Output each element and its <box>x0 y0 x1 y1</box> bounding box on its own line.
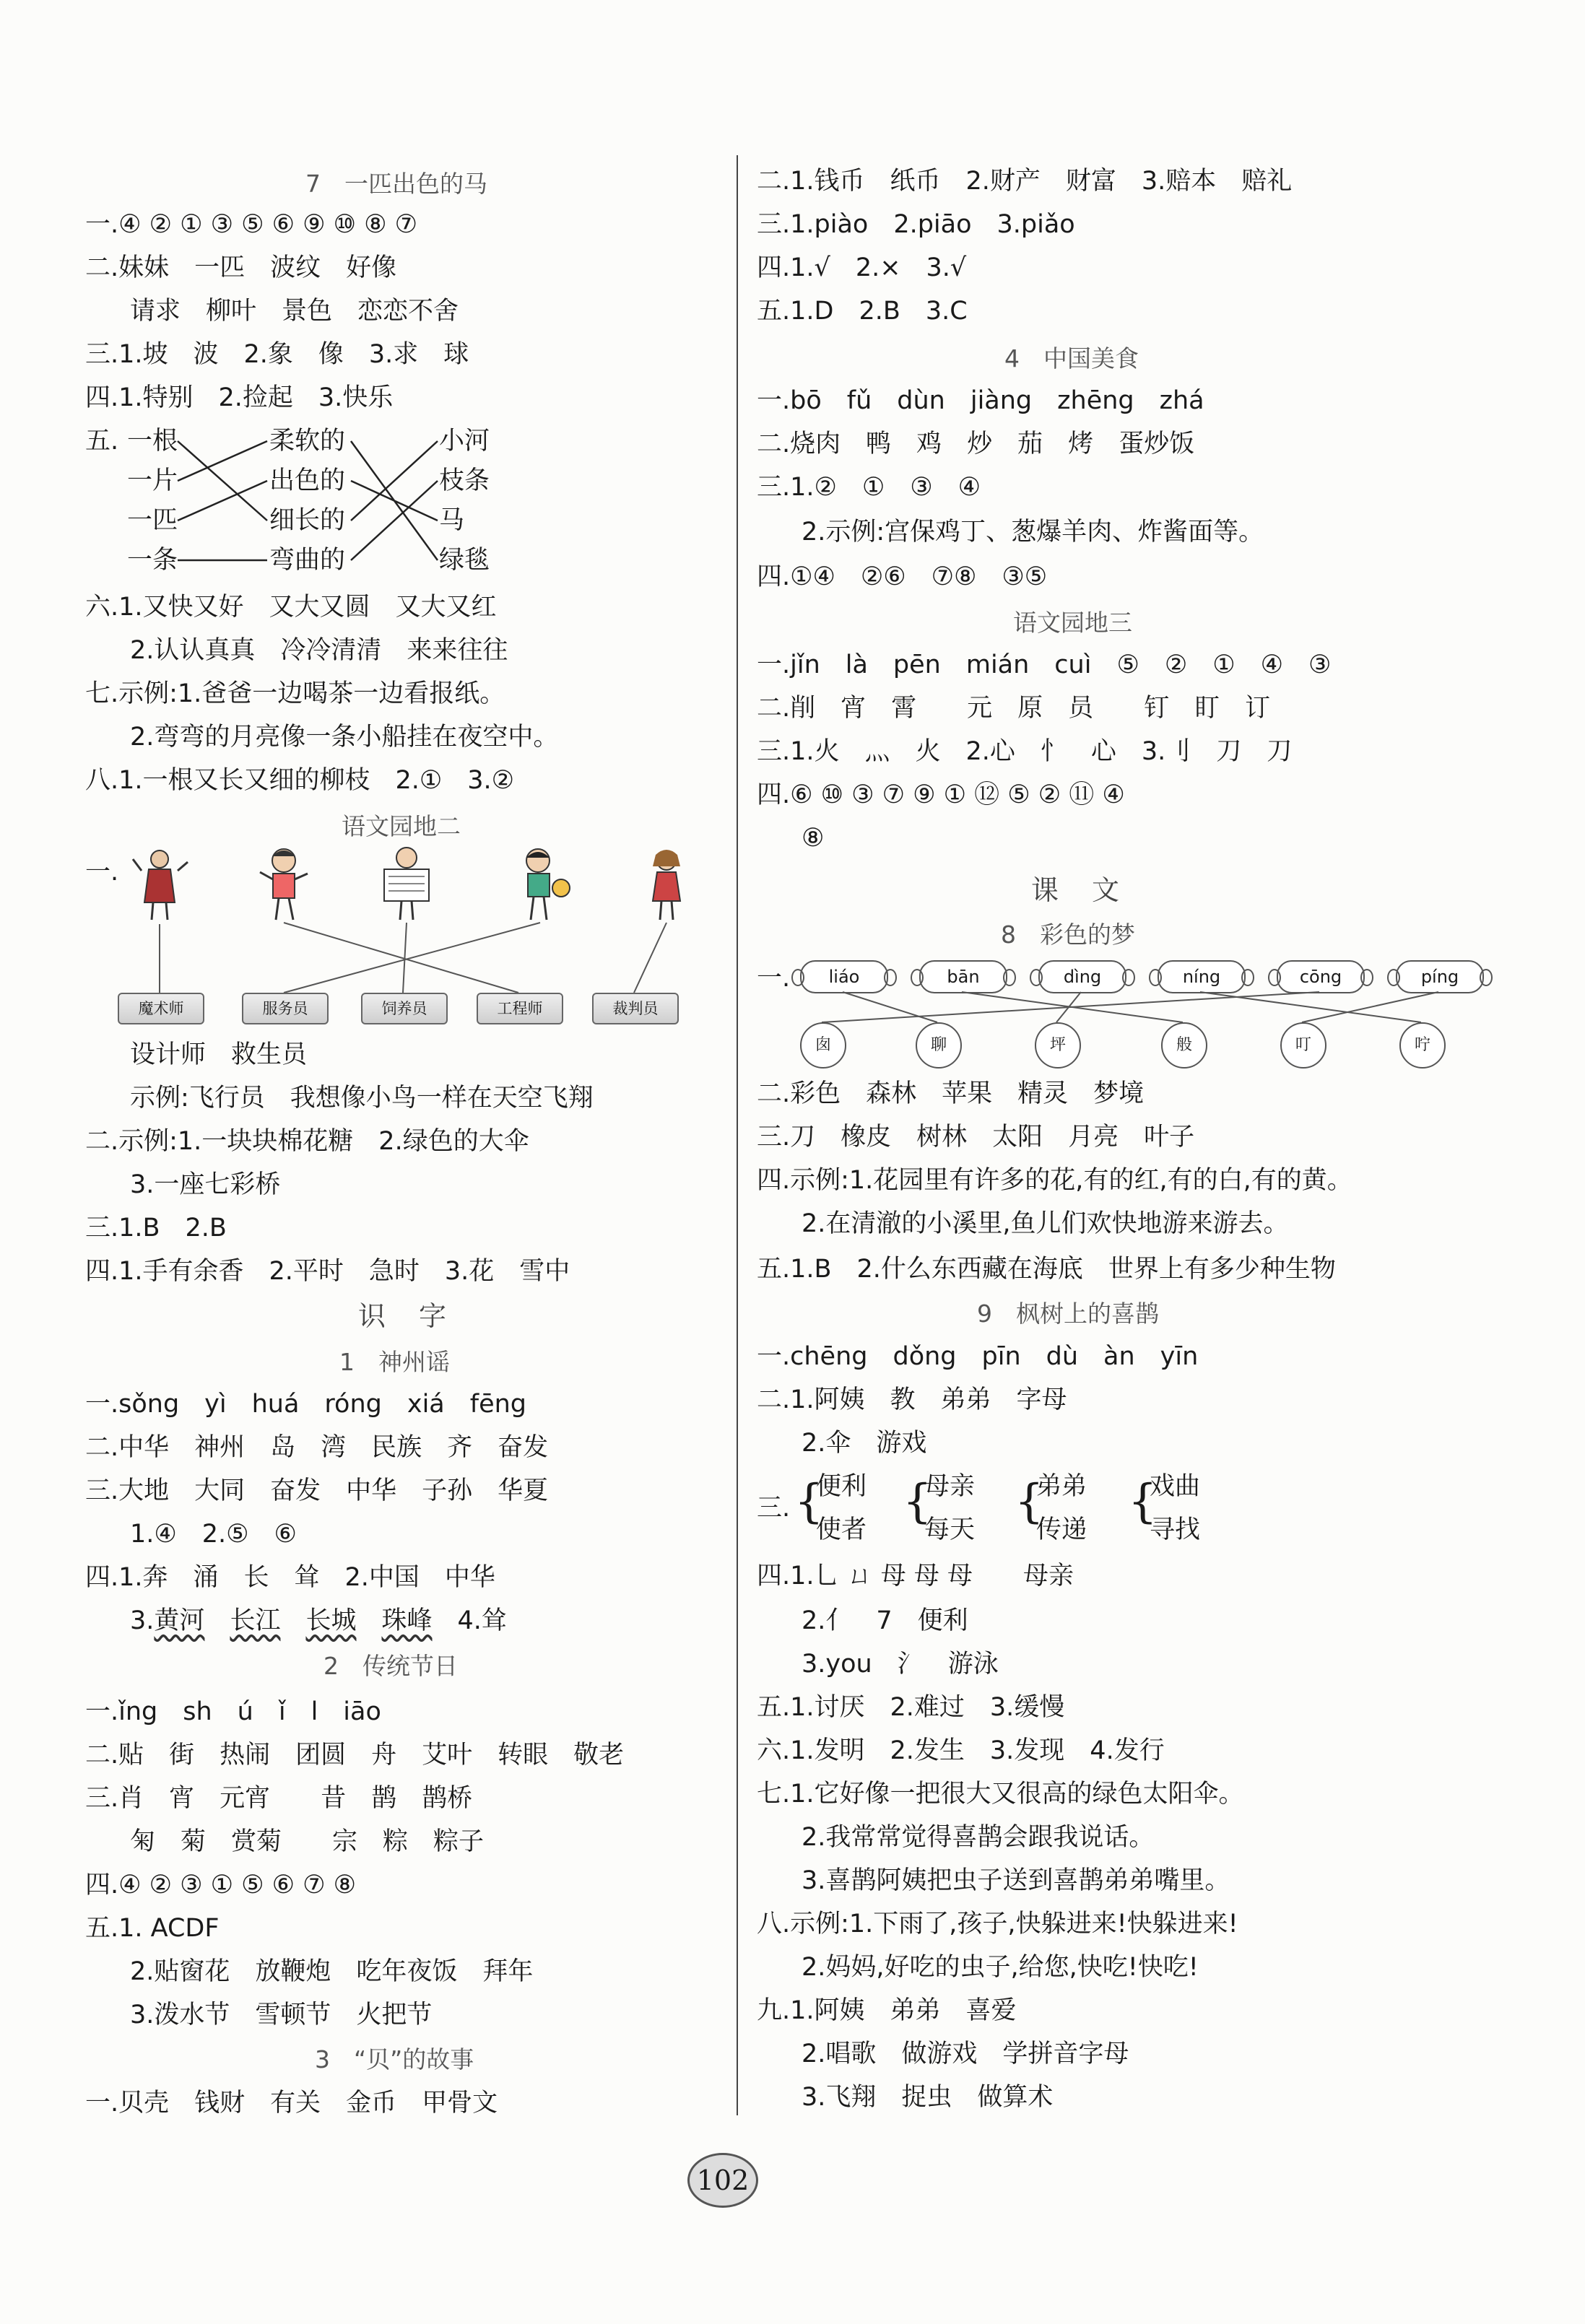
pinyin-cloud: dìng <box>1038 960 1126 993</box>
answer-line: 3.you 氵 游泳 <box>802 1650 999 1679</box>
answer-line: 八.1.一根又长又细的柳枝 2.① 3.② <box>85 766 515 795</box>
answer-line: 一.chēng dǒng pīn dù àn yīn <box>757 1342 1199 1371</box>
section-title-1: 1 神州谣 <box>339 1348 450 1376</box>
character-flower: 囱 <box>800 1022 846 1069</box>
brace-icon: { <box>1015 1475 1044 1528</box>
answer-line: 请求 柳叶 景色 恋恋不舍 <box>130 297 459 326</box>
answer-line: 2.弯弯的月亮像一条小船挂在夜空中。 <box>130 723 559 752</box>
wavy-prefix: 3. <box>130 1606 155 1635</box>
picture-matching <box>114 845 721 1025</box>
character-flower: 咛 <box>1399 1022 1446 1069</box>
section-title-7: 7 一匹出色的马 <box>305 170 487 198</box>
answer-line: 二.妹妹 一匹 波纹 好像 <box>85 253 397 282</box>
wavy-word: 珠峰 <box>381 1606 433 1635</box>
answer-line: 二.1.钱币 纸币 2.财产 财富 3.赔本 赔礼 <box>757 167 1293 196</box>
answer-line: 四.1.手有余香 2.平时 急时 3.花 雪中 <box>85 1257 570 1286</box>
job-card: 魔术师 <box>118 993 204 1024</box>
answer-line: 2.伞 游戏 <box>802 1429 927 1458</box>
answer-line: 三.大地 大同 奋发 中华 子孙 华夏 <box>85 1476 549 1505</box>
answer-line: ⑧ <box>802 824 825 853</box>
answer-line: 三.1.B 2.B <box>85 1214 227 1242</box>
answer-line: 七.1.它好像一把很大又很高的绿色太阳伞。 <box>757 1780 1244 1809</box>
answer-line: 三.1.坡 波 2.象 像 3.求 球 <box>85 340 469 369</box>
answer-line: 四.①④ ②⑥ ⑦⑧ ③⑤ <box>757 562 1048 591</box>
job-card: 饲养员 <box>361 993 448 1024</box>
answer-line: 二.中华 神州 岛 湾 民族 齐 奋发 <box>85 1433 549 1462</box>
answer-line: 2.贴窗花 放鞭炮 吃年夜饭 拜年 <box>130 1957 534 1986</box>
answer-line: 2.亻 7 便利 <box>802 1606 968 1635</box>
answer-line: 四.④ ② ③ ① ⑤ ⑥ ⑦ ⑧ <box>85 1871 357 1899</box>
section-title-4: 4 中国美食 <box>1004 344 1139 373</box>
brace-item: 寻找 <box>1150 1515 1201 1544</box>
brace-icon: { <box>903 1475 932 1528</box>
character-flower: 坪 <box>1035 1022 1081 1069</box>
pinyin-match-lines <box>800 960 1493 1069</box>
unit-title-kewen: 课 文 <box>1031 874 1123 906</box>
match-connector-lines <box>85 425 591 583</box>
character-flower: 般 <box>1161 1022 1207 1069</box>
answer-line: 四.1.奔 涌 长 耸 2.中国 中华 <box>85 1563 495 1592</box>
section-title-2: 2 传统节日 <box>323 1652 458 1680</box>
character-flower: 聊 <box>916 1022 962 1069</box>
answer-line: 一.贝壳 钱财 有关 金币 甲骨文 <box>85 2089 498 2118</box>
answer-line-wavy <box>130 1604 507 1637</box>
answer-line: 三.1.火 灬 火 2.心 忄 心 3.刂 刀 刀 <box>757 737 1293 766</box>
brace-item: 使者 <box>816 1515 867 1544</box>
match-right-item: 马 <box>439 506 465 535</box>
match-left-item: 一根 <box>127 427 178 456</box>
wavy-word: 长江 <box>230 1606 281 1635</box>
answer-label: 一. <box>757 964 791 993</box>
match-label: 五. <box>85 427 119 456</box>
match-left-item: 一匹 <box>127 506 178 535</box>
answer-label: 三. <box>757 1494 791 1523</box>
answer-line: 九.1.阿姨 弟弟 喜爱 <box>757 1996 1017 2025</box>
answer-line: 2.示例:宫保鸡丁、葱爆羊肉、炸酱面等。 <box>802 518 1264 547</box>
job-card: 服务员 <box>242 993 329 1024</box>
match-left-item: 一条 <box>127 546 178 575</box>
pinyin-matching <box>800 960 1493 1069</box>
answer-line: 二.彩色 森林 苹果 精灵 梦境 <box>757 1079 1145 1108</box>
brace-icon: { <box>1128 1475 1158 1528</box>
pinyin-cloud: níng <box>1158 960 1246 993</box>
brace-item: 每天 <box>924 1515 976 1544</box>
answer-line: 1.④ 2.⑤ ⑥ <box>130 1520 297 1549</box>
answer-line: 一.sǒng yì huá róng xiá fēng <box>85 1390 526 1419</box>
answer-line: 六.1.又快又好 又大又圆 又大又红 <box>85 593 497 622</box>
character-flower: 叮 <box>1280 1022 1326 1069</box>
answer-label: 一. <box>85 858 119 887</box>
answer-line: 三.刀 橡皮 树林 太阳 月亮 叶子 <box>757 1123 1195 1152</box>
match-right-item: 绿毯 <box>439 546 490 575</box>
brace-item: 戏曲 <box>1150 1472 1201 1501</box>
wavy-suffix: 4.耸 <box>457 1606 507 1635</box>
match-mid-item: 弯曲的 <box>269 546 346 575</box>
page-number: 102 <box>687 2153 758 2208</box>
answer-line: 二.贴 街 热闹 团圆 舟 艾叶 转眼 敬老 <box>85 1741 625 1770</box>
match-left-item: 一片 <box>127 466 178 495</box>
job-card: 工程师 <box>477 993 563 1024</box>
matching-exercise <box>85 425 591 583</box>
wavy-word: 长城 <box>305 1606 357 1635</box>
match-mid-item: 细长的 <box>269 506 346 535</box>
section-title-8: 8 彩色的梦 <box>1001 921 1135 949</box>
pinyin-cloud: bān <box>919 960 1007 993</box>
answer-line: 四.1.√ 2.× 3.√ <box>757 253 967 282</box>
answer-line: 四.示例:1.花园里有许多的花,有的红,有的白,有的黄。 <box>757 1166 1352 1195</box>
brace-item: 弟弟 <box>1036 1472 1087 1501</box>
wavy-word: 黄河 <box>154 1606 205 1635</box>
answer-line: 2.认认真真 冷冷清清 来来往往 <box>130 636 508 665</box>
brace-icon: { <box>794 1475 824 1528</box>
job-card: 裁判员 <box>592 993 679 1024</box>
brace-item: 便利 <box>816 1472 867 1501</box>
answer-line: 五.1.D 2.B 3.C <box>757 297 968 326</box>
match-mid-item: 出色的 <box>269 466 346 495</box>
answer-line: 3.飞翔 捉虫 做算术 <box>802 2083 1054 2112</box>
pinyin-cloud: liáo <box>800 960 888 993</box>
answer-line: 四.⑥ ⑩ ③ ⑦ ⑨ ① ⑫ ⑤ ② ⑪ ④ <box>757 780 1125 809</box>
answer-line: 三.1.② ① ③ ④ <box>757 473 981 502</box>
answer-line: 三.1.piào 2.piāo 3.piǎo <box>757 210 1075 239</box>
pinyin-cloud: píng <box>1396 960 1484 993</box>
answer-line: 一.bō fǔ dùn jiàng zhēng zhá <box>757 386 1204 415</box>
answer-line: 匊 菊 赏菊 宗 粽 粽子 <box>130 1827 485 1856</box>
brace-groups <box>794 1470 1300 1549</box>
answer-line: 2.在清澈的小溪里,鱼儿们欢快地游来游去。 <box>802 1209 1289 1238</box>
answer-line: 五.1.B 2.什么东西藏在海底 世界上有多少种生物 <box>757 1255 1336 1284</box>
answer-line: 2.我常常觉得喜鹊会跟我说话。 <box>802 1823 1155 1852</box>
answer-line: 八.示例:1.下雨了,孩子,快躲进来!快躲进来! <box>757 1910 1238 1938</box>
answer-line: 三.肖 宵 元宵 昔 鹊 鹊桥 <box>85 1784 473 1813</box>
answer-line: 六.1.发明 2.发生 3.发现 4.发行 <box>757 1736 1165 1765</box>
answer-line: 七.示例:1.爸爸一边喝茶一边看报纸。 <box>85 679 505 708</box>
match-right-item: 小河 <box>439 427 490 456</box>
answer-line: 一.ǐng sh ú ǐ l iāo <box>85 1697 381 1726</box>
answer-line: 设计师 救生员 <box>130 1040 308 1069</box>
section-title-9: 9 枫树上的喜鹊 <box>977 1300 1159 1328</box>
answer-line: 四.1.特别 2.捡起 3.快乐 <box>85 383 394 412</box>
brace-item: 传递 <box>1036 1515 1087 1544</box>
answer-line: 二.示例:1.一块块棉花糖 2.绿色的大伞 <box>85 1127 529 1156</box>
answer-line: 五.1.讨厌 2.难过 3.缓慢 <box>757 1693 1065 1722</box>
pinyin-cloud: cōng <box>1277 960 1365 993</box>
brace-item: 母亲 <box>924 1472 976 1501</box>
match-right-item: 枝条 <box>439 466 490 495</box>
match-mid-item: 柔软的 <box>269 427 346 456</box>
answer-line: 3.喜鹊阿姨把虫子送到喜鹊弟弟嘴里。 <box>802 1866 1230 1895</box>
answer-line: 五.1. ACDF <box>85 1914 220 1943</box>
unit-title-shizi: 识 字 <box>358 1300 450 1332</box>
answer-line: 二.烧肉 鸭 鸡 炒 茄 烤 蛋炒饭 <box>757 430 1195 458</box>
answer-line: 四.1.乚 ㄩ 母 母 母 母亲 <box>757 1562 1074 1590</box>
answer-line: 二.1.阿姨 教 弟弟 字母 <box>757 1385 1067 1414</box>
answer-line: 一.jǐn là pēn mián cuì ⑤ ② ① ④ ③ <box>757 650 1332 679</box>
answer-line: 2.妈妈,好吃的虫子,给您,快吃!快吃! <box>802 1953 1199 1982</box>
answer-line: 3.一座七彩桥 <box>130 1170 281 1199</box>
answer-line: 3.泼水节 雪顿节 火把节 <box>130 2001 433 2029</box>
section-title-3: 3 “贝”的故事 <box>315 2045 474 2073</box>
answer-line: 一.④ ② ① ③ ⑤ ⑥ ⑨ ⑩ ⑧ ⑦ <box>85 210 418 239</box>
answer-line: 示例:飞行员 我想像小鸟一样在天空飞翔 <box>130 1084 594 1113</box>
section-title-garden2: 语文园地二 <box>342 812 461 840</box>
column-divider <box>737 155 738 2115</box>
answer-line: 二.削 宵 霄 元 原 员 钉 盯 订 <box>757 694 1271 723</box>
answer-line: 2.唱歌 做游戏 学拼音字母 <box>802 2040 1129 2068</box>
section-title-garden3: 语文园地三 <box>1013 609 1132 637</box>
